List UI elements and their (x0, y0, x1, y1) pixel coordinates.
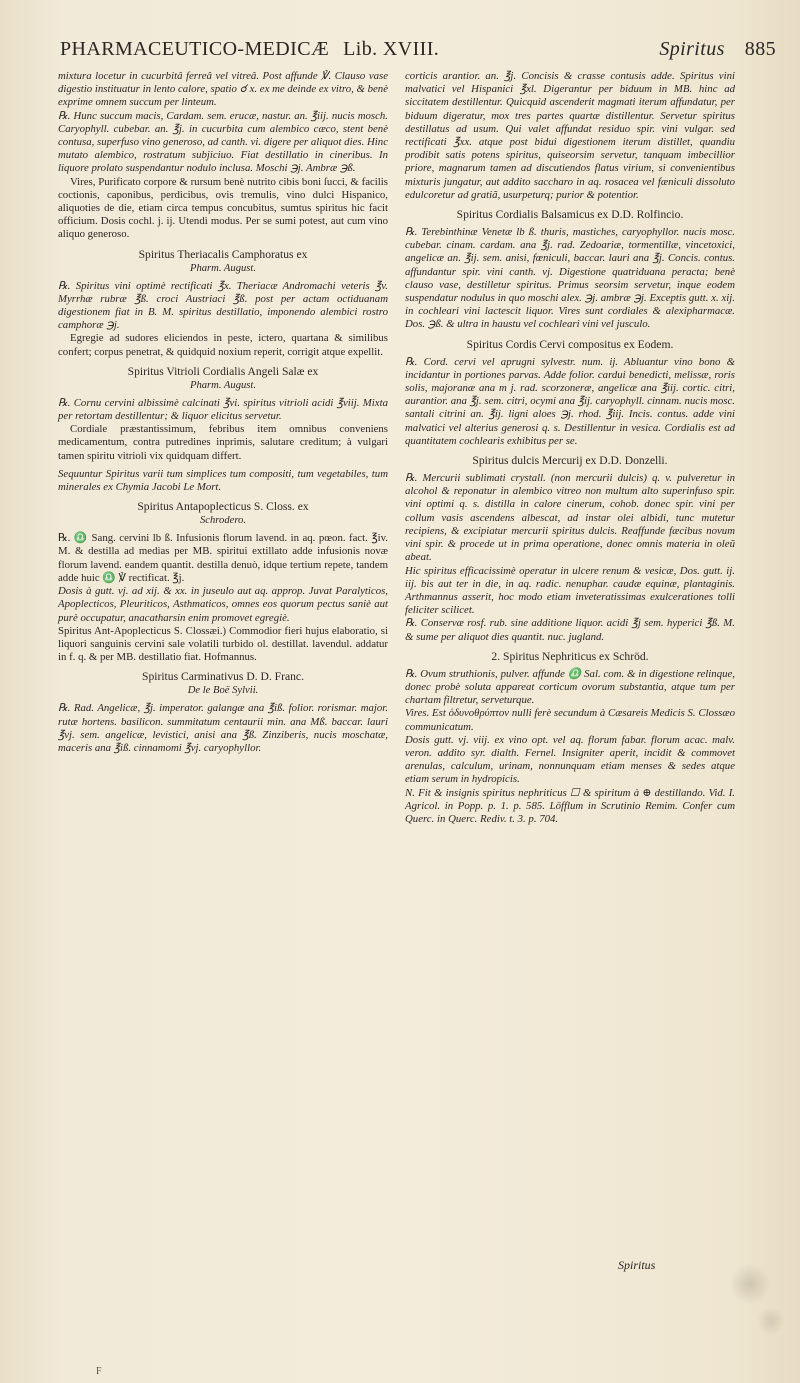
paragraph (405, 617, 735, 643)
section-heading (58, 670, 388, 698)
signature-mark: F (96, 1366, 102, 1377)
paragraph-text: Dosis gutt. vj. viij. ex vino opt. vel aq. florum fabar. florum acac. malv. veron. addito syr. dialth. Fernel. Insigniter aperit, incidit & commovet arenulas, calculum, urinam, nonnunquam etiam menses & sedes atque etiam serum in hydropicis. (405, 733, 735, 786)
heading-source: Pharm. August. (189, 379, 257, 391)
paragraph (58, 423, 388, 463)
paragraph (58, 110, 388, 176)
section-heading (405, 650, 735, 664)
paragraph-text: ℞. Ovum struthionis, pulver. affunde ♎ Sal. com. & in digestione relinque, donec probè soluta appareat corticum ovorum substantia, atque tum per chartam filtretur, serveturque. (405, 667, 735, 707)
paragraph-text: ℞. Rad. Angelicæ, ℥j. imperator. galangæ ana ℥iß. folior. rorismar. major. rutæ hortens. basilicon. summitatum centaurii min. ana Mß. baccar. lauri ℥vj. sem. angelicæ, levistici, anisi ana ℥ß. Zinziberis, nucis moschatæ, maceris ana ℥iß. cinnamomi ℥vj. caryophyllor. (58, 702, 388, 754)
paragraph-text: ℞. Hunc succum macis, Cardam. sem. erucæ, nastur. an. ℥iij. nucis mosch. Caryophyll. cubebar. an. ℥j. in cucurbita cum alembico cæco, stent benè contusa, superfuso vino generoso, ad canth. vi. digere per aliquot dies. Hinc mutato alembico, rostratum subjiciuo. Fiat destillatio in cineribus. In liquore prolato suspendantur nodulo inclusa. Moschi ℈j. Ambræ ℈ß. (58, 109, 388, 175)
book-number: Lib. XVIII. (343, 38, 440, 60)
paragraph (405, 472, 735, 564)
paragraph-text: Vires, Purificato corpore & rursum benè nutrito cibis boni ſucci, & facilis coctionis, caponibus, perdicibus, ovis tremulis, vino dulci Hispanico, aliquoties de die, etiam circa tempus concubitus, sumtus spiritus hic facit officium. Dosis cochl. j. ij. Utendi modus. Per se sumi potest, aut cum vino aliquo generoso. (58, 175, 388, 241)
paragraph (405, 734, 735, 787)
paragraph-text: Egregie ad sudores eliciendos in peste, ictero, quartana & similibus confert; corpus penetrat, & quidquid noxium reperit, corrigit atque expellit. (58, 332, 388, 358)
ink-stain (756, 1308, 786, 1334)
paragraph (405, 668, 735, 708)
paragraph-text: Cordiale præstantissimum, febribus item omnibus conveniens medicamentum, contra putredines inprimis, salutare creditum; à vulgari tamen spiritu vitrioli vix quidquam differt. (58, 423, 388, 462)
paragraph (58, 280, 388, 333)
paragraph-text: Spiritus Theriacalis Camphoratus ex (138, 247, 308, 261)
section-heading (58, 500, 388, 528)
paragraph-text: ℞. Mercurii sublimati crystall. (non mercurii dulcis) q. v. pulveretur in alcohol & reponatur in alembico vitreo non multum alto superinfuso spir. vini optimi q. s. distilla in calore cinerum, cohob. donec spir. vini per collum vasis ascendens albescat, ad instar olei albidi, tunc mutetur recipiens, & excipiatur mercurii spiritus dulcis. Reaffunde fæcibus novum vini spir. & procede ut in prima operatione, donec omnis materia in oleũ abeat. (405, 472, 735, 564)
paragraph-text: corticis arantior. an. ℥j. Concisis & crasse contusis adde. Spiritus vini malvatici vel Hispanici ℥xl. Digerantur per biduum in MB. hinc ad siccitatem destillentur. Quicquid ascenderit magmati iterum affundatur, per biduum digeratur, mox tres partes quartæ distillentur. Servetur spiritus destillatus ad usum. Qui valet affundat residuo spir. vini vulgar. sed rectificati ℥xx. atque post bidui digestionem iterum distillet, quandiu prodibit satis potens spiritus, quiseorsim servetur, tanquam imbecillior priore, magnarum tamen ad discutiendos flatus virium, si convenientibus mixturis jungatur, aut addito saccharo in aq. rosacea vel fæniculi dissoluto edulcoretur ad gratiã, usurpeturq; purior & potentior. (405, 70, 735, 201)
paragraph (58, 702, 388, 755)
paragraph-text: Spiritus Cordis Cervi compositus ex Eodem. (466, 337, 674, 351)
section-heading (405, 454, 735, 468)
section-heading (405, 208, 735, 222)
heading-source: De le Boë Sylvii. (187, 685, 259, 697)
paragraph-text: Hic spiritus efficacissimè operatur in ulcere renum & vesicæ, Dos. gutt. ij. iij. bis aut ter in die, in aq. radic. nenuphar. caudæ equinæ, plantaginis. Arthmannus asserit, hoc modo etiam inveteratissimas exulcerationes tolli feliciter scilicet. (405, 564, 735, 617)
paragraph-text: Vires. Est ὁδυνοθρύπτον nulli ferè secundum à Cæsareis Medicis S. Clossæo communicatum. (405, 707, 735, 733)
paragraph-text: ℞. Terebinthinæ Venetæ lb ß. thuris, mastiches, caryophyllor. nucis mosc. cubebar. cinam. cardam. ana ℥j. rad. Zedoariæ, tormentillæ, vincetoxici, angelicæ an. ℥ij. sem. anisi, fœniculi, baccar. lauri ana ℥j. Concis. contus. affundantur spir. vini canth. vj. Digestione quatriduana peracta; benè clauso vase, destilletur spiritus. Primus seorsim servetur, inque eodem suspendatur nodulus in quo moschi alex. ℈j. ambræ ℈j. Exceptis gutt. x. xij. in cochleari vini lactescit liquor. Vires sunt cordiales & alexipharmacæ. Dos. ℈ß. & ultra in haustu vel cochleari vini vel jusculo. (405, 226, 735, 331)
paragraph-text: Spiritus dulcis Mercurij ex D.D. Donzelli. (472, 454, 668, 468)
section-title: Spiritus (659, 38, 725, 60)
paragraph (58, 468, 388, 494)
paragraph (405, 70, 735, 202)
paragraph-text: ℞. Conservæ rosf. rub. sine additione liquor. acidi ℥j sem. hyperici ℥ß. M. & sume per aliquot dies quantit. nuc. jugland. (405, 617, 735, 643)
paragraph (58, 397, 388, 423)
paragraph (405, 787, 735, 827)
ink-stain (728, 1264, 772, 1304)
paragraph-text: ℞. ♎ Sang. cervini lb ß. Infusionis florum lavend. in aq. pœon. fact. ℥iv. M. & destilla ad medias per MB. spiritui extillato adde infusionis novæ florum lavend. eandem quantit. destilla denuò, idque tertium repete, tandem adde huic ♎ ℣ rectificat. ℥j. (58, 532, 388, 584)
paragraph-text: Spiritus Cordialis Balsamicus ex D.D. Rolfincio. (456, 208, 684, 222)
catchword: Spiritus (618, 1258, 656, 1272)
paragraph (405, 707, 735, 733)
paragraph-text: ℞. Cord. cervi vel aprugni sylvestr. num. ij. Abluantur vino bono & incidantur in portiones parvas. Adde folior. cardui benedicti, melissæ, roris solis, majoranæ ana m j. rad. scorzoneræ, angelicæ ana ℥iij. cortic. citri, aurantior. ana ℥j. sem. citri, ocymi ana ℥ij. caryophyll. cinnam. nucis mosc. santali citrini an. ℥ij. ligni aloes ℈j. rhod. ℥iij. Incis. contus. adde vini malvatici vel alterius generosi q. s. Destillentur in vesica. Cordialis est ad quantitatem cochlearis exhibitus per se. (405, 355, 735, 447)
paragraph-text: ℞. Spiritus vini optimè rectificati ℥x. Theriacæ Andromachi veteris ℥v. Myrrhæ rubræ ℥ß. croci Austriaci ℥ß. post per actam octiduanam digestionem fiat in B. M. spiritus destillatio, imponendo alembici rostro camphoræ ℈j. (58, 279, 388, 332)
section-heading (405, 338, 735, 352)
paragraph (58, 176, 388, 242)
paragraph (58, 625, 388, 665)
paragraph-text: Spiritus Ant-Apoplecticus S. Clossæi.) Commodior fieri hujus elaboratio, si liquori sanguinis cervini sale volatili turbido ol. destillat. lavendul. addatur in f. q. & per MB. destillatio fiat. Hofmannus. (58, 624, 388, 664)
paragraph (405, 226, 735, 332)
heading-source: Schrodero. (200, 515, 246, 527)
page-number: 885 (744, 38, 776, 60)
running-title: PHARMACEUTICO-MEDICÆ (60, 38, 330, 60)
paragraph-text: 2. Spiritus Nephriticus ex Schröd. (491, 649, 649, 663)
paragraph-text: Spiritus Vitrioli Cordialis Angeli Salæ ex (127, 364, 319, 378)
section-heading (58, 248, 388, 276)
right-text-column (405, 70, 735, 826)
paragraph-text: mixtura locetur in cucurbitâ ferreâ vel vitreâ. Post affunde ℣. Clauso vase digestio instituatur in lento calore, spatio ☌ x. ex me deinde ex vitro, & benè exprime omnem succum per linteum. (58, 70, 388, 109)
paragraph-text: Spiritus Antapoplecticus S. Closs. ex (137, 500, 309, 514)
section-heading (58, 365, 388, 393)
paragraph-text: ℞. Cornu cervini albissimè calcinati ℥vi. spiritus vitrioli acidi ℥viij. Mixta per retortam destillentur; & liquor elicitus servetur. (58, 396, 388, 423)
running-header (60, 38, 776, 68)
left-text-column (58, 70, 388, 755)
paragraph (58, 332, 388, 358)
heading-source: Pharm. August. (189, 262, 257, 274)
paragraph (58, 585, 388, 625)
paragraph-text: Spiritus Carminativus D. D. Franc. (142, 670, 304, 684)
paragraph-text: Sequuntur Spiritus varii tum simplices tum compositi, tum vegetabiles, tum minerales ex Chymia Jacobi Le Mort. (58, 467, 388, 494)
paragraph (405, 356, 735, 448)
paragraph (58, 532, 388, 585)
paragraph-text: N. Fit & insignis spiritus nephriticus ☐ & spiritum à ⊕ destillando. Vid. I. Agricol. in Popp. p. 1. p. 585. Löfflum in Scrutinio Remim. Confer cum Querc. in Querc. Rediv. t. 3. p. 704. (405, 786, 735, 825)
paragraph (405, 565, 735, 618)
paragraph-text: Dosis à gutt. vj. ad xij. & xx. in juseulo aut aq. approp. Juvat Paralyticos, Apoplecticos, Pleuriticos, Asthmaticos, omnes eos quorum pectus saniè aut purè occupatur, anacatharsin enim promovet egregiè. (58, 585, 388, 624)
paragraph (58, 70, 388, 110)
